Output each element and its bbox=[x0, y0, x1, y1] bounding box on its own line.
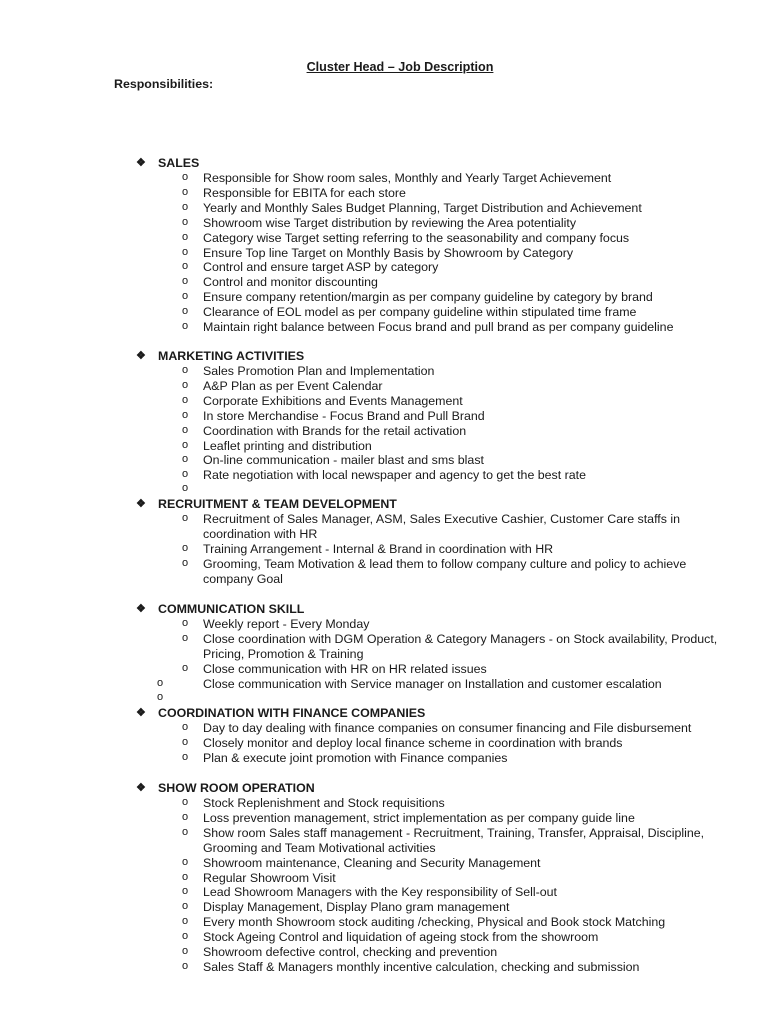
diamond-bullet-icon: ❖ bbox=[136, 498, 146, 510]
circle-bullet-icon: o bbox=[182, 482, 189, 495]
item-text: Leaflet printing and distribution bbox=[203, 438, 372, 453]
list-item bbox=[0, 379, 768, 394]
item-text: Ensure Top line Target on Monthly Basis by Showroom by Category bbox=[203, 245, 574, 260]
item-text: Show room Sales staff management - Recruitment, Training, Transfer, Appraisal, Discipline, Grooming and Team Motivational activities bbox=[203, 825, 705, 855]
item-text: Sales Promotion Plan and Implementation bbox=[203, 364, 435, 378]
item-text: Training Arrangement - Internal & Brand in coordination with HR bbox=[203, 541, 554, 556]
item-text: Recruitment of Sales Manager, ASM, Sales Executive Cashier, Customer Care staffs in coordination with HR bbox=[203, 512, 681, 541]
item-text: Corporate Exhibitions and Events Management bbox=[203, 393, 463, 408]
item-text: Close coordination with DGM Operation & Category Managers - on Stock availability, Product, Pricing, Promotion & Training bbox=[203, 631, 718, 661]
circle-bullet-icon: o bbox=[157, 690, 164, 703]
section-heading bbox=[0, 349, 768, 364]
section-heading bbox=[0, 781, 768, 796]
list-item bbox=[0, 736, 768, 751]
circle-bullet-icon: o bbox=[182, 185, 189, 198]
circle-bullet-icon: o bbox=[182, 796, 189, 808]
item-text: Close communication with Service manager on Installation and customer escalation bbox=[203, 676, 662, 691]
circle-bullet-icon: o bbox=[182, 230, 189, 243]
section-title: MARKETING ACTIVITIES bbox=[158, 349, 305, 363]
diamond-bullet-icon: ❖ bbox=[136, 350, 146, 362]
list-item bbox=[0, 542, 768, 557]
list-item bbox=[0, 364, 768, 379]
item-text: Lead Showroom Managers with the Key responsibility of Sell-out bbox=[203, 885, 558, 900]
circle-bullet-icon: o bbox=[182, 900, 189, 913]
item-list bbox=[0, 364, 768, 498]
item-text: On-line communication - mailer blast and sms blast bbox=[203, 453, 484, 468]
item-text: Close communication with HR on HR related issues bbox=[203, 661, 487, 676]
list-item bbox=[0, 246, 768, 261]
circle-bullet-icon: o bbox=[182, 408, 189, 421]
list-item bbox=[0, 557, 768, 587]
item-text: A&P Plan as per Event Calendar bbox=[203, 378, 383, 393]
circle-bullet-icon: o bbox=[182, 721, 189, 733]
item-text: Display Management, Display Plano gram management bbox=[203, 900, 510, 915]
list-item bbox=[0, 751, 768, 766]
list-item bbox=[0, 424, 768, 439]
item-text: Plan & execute joint promotion with Finance companies bbox=[203, 750, 508, 765]
circle-bullet-icon: o bbox=[182, 810, 189, 823]
item-text: Maintain right balance between Focus brand and pull brand as per company guideline bbox=[203, 320, 674, 335]
diamond-bullet-icon: ❖ bbox=[136, 782, 146, 794]
item-text: Showroom defective control, checking and prevention bbox=[203, 945, 498, 960]
responsibilities-heading: Responsibilities: bbox=[114, 77, 214, 91]
document-title: Cluster Head – Job Description bbox=[306, 60, 494, 74]
section-title: COMMUNICATION SKILL bbox=[158, 602, 305, 616]
circle-bullet-icon: o bbox=[182, 661, 189, 674]
section-recruitment-team-development bbox=[0, 497, 768, 587]
item-list bbox=[0, 171, 768, 335]
item-text: Rate negotiation with local newspaper and agency to get the best rate bbox=[203, 468, 586, 483]
circle-bullet-icon: o bbox=[182, 617, 189, 629]
circle-bullet-icon: o bbox=[182, 825, 189, 838]
list-item bbox=[0, 171, 768, 186]
section-communication-skill bbox=[0, 602, 768, 707]
item-text: Every month Showroom stock auditing /checking, Physical and Book stock Matching bbox=[203, 915, 666, 930]
circle-bullet-icon: o bbox=[182, 275, 189, 288]
list-item bbox=[0, 915, 768, 930]
circle-bullet-icon: o bbox=[182, 364, 189, 376]
item-text: Closely monitor and deploy local finance scheme in coordination with brands bbox=[203, 735, 623, 750]
list-item bbox=[0, 216, 768, 231]
section-sales bbox=[0, 156, 768, 335]
item-text: Ensure company retention/margin as per company guideline by category by brand bbox=[203, 290, 653, 305]
circle-bullet-icon: o bbox=[182, 959, 189, 972]
circle-bullet-icon: o bbox=[182, 260, 189, 273]
item-text: Stock Replenishment and Stock requisitions bbox=[203, 796, 445, 810]
circle-bullet-icon: o bbox=[182, 885, 189, 898]
circle-bullet-icon: o bbox=[182, 171, 189, 183]
circle-bullet-icon: o bbox=[182, 930, 189, 943]
list-item bbox=[0, 186, 768, 201]
circle-bullet-icon: o bbox=[182, 870, 189, 883]
list-item bbox=[0, 483, 768, 498]
item-text: Regular Showroom Visit bbox=[203, 870, 336, 885]
item-text: Showroom wise Target distribution by reviewing the Area potentiality bbox=[203, 215, 577, 230]
section-marketing-activities bbox=[0, 349, 768, 498]
circle-bullet-icon: o bbox=[182, 468, 189, 481]
circle-bullet-icon: o bbox=[182, 541, 189, 554]
list-item bbox=[0, 305, 768, 320]
list-item bbox=[0, 930, 768, 945]
item-text: Day to day dealing with finance companies on consumer financing and File disbursement bbox=[203, 721, 692, 735]
circle-bullet-icon: o bbox=[182, 423, 189, 436]
circle-bullet-icon: o bbox=[182, 290, 189, 303]
item-text: Grooming, Team Motivation & lead them to follow company culture and policy to achieve company Goal bbox=[203, 556, 687, 586]
list-item bbox=[0, 692, 768, 707]
list-item bbox=[0, 290, 768, 305]
item-text: In store Merchandise - Focus Brand and Pull Brand bbox=[203, 408, 485, 423]
list-item bbox=[0, 632, 768, 662]
section-heading bbox=[0, 602, 768, 617]
diamond-bullet-icon: ❖ bbox=[136, 157, 146, 169]
list-item bbox=[0, 320, 768, 335]
circle-bullet-icon: o bbox=[182, 453, 189, 466]
list-item bbox=[0, 453, 768, 468]
item-text: Stock Ageing Control and liquidation of ageing stock from the showroom bbox=[203, 930, 599, 945]
section-heading bbox=[0, 706, 768, 721]
list-item bbox=[0, 394, 768, 409]
list-item bbox=[0, 900, 768, 915]
diamond-bullet-icon: ❖ bbox=[136, 603, 146, 615]
circle-bullet-icon: o bbox=[182, 200, 189, 213]
section-coordination-with-finance-companies bbox=[0, 706, 768, 766]
list-item bbox=[0, 811, 768, 826]
item-list bbox=[0, 512, 768, 587]
list-item bbox=[0, 885, 768, 900]
item-text: Control and ensure target ASP by category bbox=[203, 260, 439, 275]
item-text: Category wise Target setting referring to the seasonability and company focus bbox=[203, 230, 630, 245]
diamond-bullet-icon: ❖ bbox=[136, 707, 146, 719]
list-item bbox=[0, 468, 768, 483]
item-list bbox=[0, 617, 768, 707]
circle-bullet-icon: o bbox=[182, 305, 189, 318]
section-title: SALES bbox=[158, 156, 200, 170]
list-item bbox=[0, 231, 768, 246]
item-text: Clearance of EOL model as per company guideline within stipulated time frame bbox=[203, 305, 637, 320]
section-title: RECRUITMENT & TEAM DEVELOPMENT bbox=[158, 497, 397, 511]
circle-bullet-icon: o bbox=[182, 438, 189, 451]
circle-bullet-icon: o bbox=[182, 945, 189, 958]
circle-bullet-icon: o bbox=[182, 556, 189, 569]
item-text: Responsible for Show room sales, Monthly and Yearly Target Achievement bbox=[203, 171, 612, 185]
circle-bullet-icon: o bbox=[182, 215, 189, 228]
circle-bullet-icon: o bbox=[182, 631, 189, 644]
list-item bbox=[0, 275, 768, 290]
item-list bbox=[0, 721, 768, 766]
list-item bbox=[0, 796, 768, 811]
list-item bbox=[0, 662, 768, 677]
item-text: Yearly and Monthly Sales Budget Planning, Target Distribution and Achievement bbox=[203, 200, 642, 215]
list-item bbox=[0, 945, 768, 960]
circle-bullet-icon: o bbox=[182, 915, 189, 928]
list-item bbox=[0, 409, 768, 424]
section-heading bbox=[0, 497, 768, 512]
list-item bbox=[0, 856, 768, 871]
list-item bbox=[0, 677, 768, 692]
item-text: Loss prevention management, strict implementation as per company guide line bbox=[203, 810, 635, 825]
list-item bbox=[0, 871, 768, 886]
item-text: Sales Staff & Managers monthly incentive calculation, checking and submission bbox=[203, 959, 640, 974]
item-text: Weekly report - Every Monday bbox=[203, 617, 370, 631]
circle-bullet-icon: o bbox=[182, 855, 189, 868]
item-text: Control and monitor discounting bbox=[203, 275, 378, 290]
list-item bbox=[0, 439, 768, 454]
item-text: Responsible for EBITA for each store bbox=[203, 185, 406, 200]
list-item bbox=[0, 826, 768, 856]
item-text: Showroom maintenance, Cleaning and Security Management bbox=[203, 855, 541, 870]
circle-bullet-icon: o bbox=[182, 320, 189, 333]
item-text: Coordination with Brands for the retail activation bbox=[203, 423, 467, 438]
list-item bbox=[0, 260, 768, 275]
circle-bullet-icon: o bbox=[182, 750, 189, 763]
list-item bbox=[0, 617, 768, 632]
section-show-room-operation bbox=[0, 781, 768, 975]
circle-bullet-icon: o bbox=[182, 378, 189, 391]
section-heading bbox=[0, 156, 768, 171]
item-list bbox=[0, 796, 768, 975]
section-title: COORDINATION WITH FINANCE COMPANIES bbox=[158, 706, 426, 720]
circle-bullet-icon: o bbox=[182, 735, 189, 748]
circle-bullet-icon: o bbox=[182, 245, 189, 258]
list-item bbox=[0, 960, 768, 975]
section-title: SHOW ROOM OPERATION bbox=[158, 781, 315, 795]
circle-bullet-icon: o bbox=[182, 393, 189, 406]
list-item bbox=[0, 512, 768, 542]
circle-bullet-icon: o bbox=[182, 512, 189, 524]
circle-bullet-icon: o bbox=[157, 676, 164, 689]
list-item bbox=[0, 201, 768, 216]
list-item bbox=[0, 721, 768, 736]
